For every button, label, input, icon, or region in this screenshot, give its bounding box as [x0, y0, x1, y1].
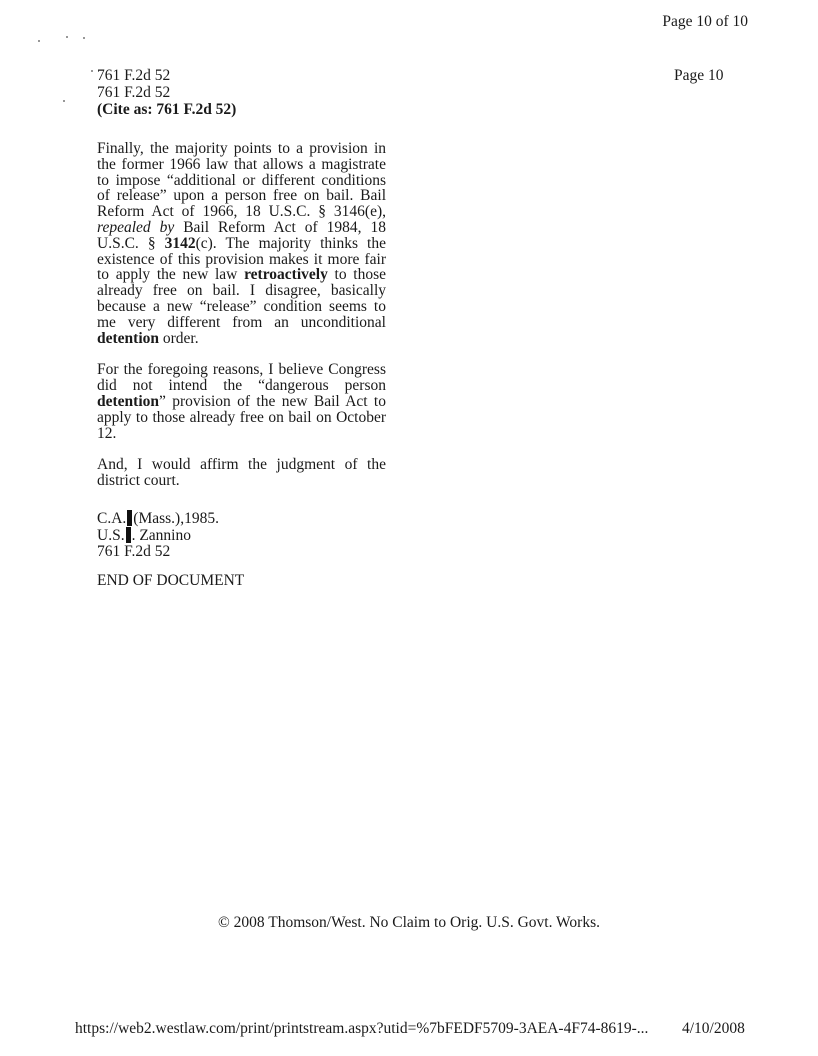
paragraph: And, I would affirm the judgment of the district court.	[97, 456, 386, 490]
scan-speck	[66, 36, 68, 38]
reporter-line: 761 F.2d 52	[97, 542, 171, 560]
redaction-mark	[127, 510, 132, 526]
text-run: For the foregoing reasons, I believe Congress did not intend the “dangerous person	[97, 361, 386, 395]
text-run: Bail Reform Act of 1984, 18 U.S.C. §	[97, 218, 386, 252]
italic-text: repealed by	[97, 218, 175, 236]
redaction-mark	[126, 527, 131, 543]
paragraph	[97, 141, 386, 346]
page-counter: Page 10 of 10	[662, 13, 748, 30]
scan-speck	[63, 100, 65, 102]
text-run: C.A.	[97, 510, 127, 527]
opinion-body	[97, 141, 386, 505]
paragraph	[97, 362, 386, 441]
highlighted-term: detention	[97, 392, 159, 410]
scan-speck	[91, 70, 93, 72]
copyright-notice: © 2008 Thomson/West. No Claim to Orig. U.S. Govt. Works.	[217, 914, 600, 931]
page-label: Page 10	[674, 67, 724, 84]
text-run: (Mass.),1985.	[133, 510, 219, 527]
citation-line: 761 F.2d 52	[97, 84, 171, 101]
highlighted-term: detention	[97, 329, 159, 347]
scan-speck	[38, 40, 40, 42]
text-run: Finally, the majority points to a provision in the former 1966 law that allows a magistrate to impose “additional or different conditions of release” upon a person free on bail. Bail Reform Act of 1966, 18 U.S.C. § 3146(e),	[97, 140, 386, 221]
highlighted-term: retroactively	[244, 266, 328, 284]
citation-block	[97, 67, 236, 118]
case-name-line	[97, 527, 219, 544]
highlighted-term: 3142	[164, 234, 196, 252]
scan-speck	[83, 37, 85, 39]
footer-date: 4/10/2008	[682, 1020, 745, 1037]
footer-url: https://web2.westlaw.com/print/printstream.aspx?utid=%7bFEDF5709-3AEA-4F74-8619-...	[75, 1020, 649, 1037]
text-run: order.	[159, 329, 199, 347]
case-reference-block	[97, 510, 219, 559]
text-run: to those already free on bail. I disagree, basically because a new “release” condition seems to me very different from an unconditional	[97, 266, 386, 331]
end-of-document: END OF DOCUMENT	[97, 572, 245, 589]
cite-as-line: (Cite as: 761 F.2d 52)	[97, 101, 237, 118]
text-run: U.S.	[97, 526, 125, 544]
text-run: (c). The majority thinks the existence of this provision makes it more fair to apply the new law	[97, 234, 386, 284]
text-run: ” provision of the new Bail Act to apply to those already free on bail on October 12.	[97, 392, 386, 442]
text-run: . Zannino	[131, 526, 191, 544]
citation-line: 761 F.2d 52	[97, 67, 171, 84]
court-line	[97, 510, 219, 527]
